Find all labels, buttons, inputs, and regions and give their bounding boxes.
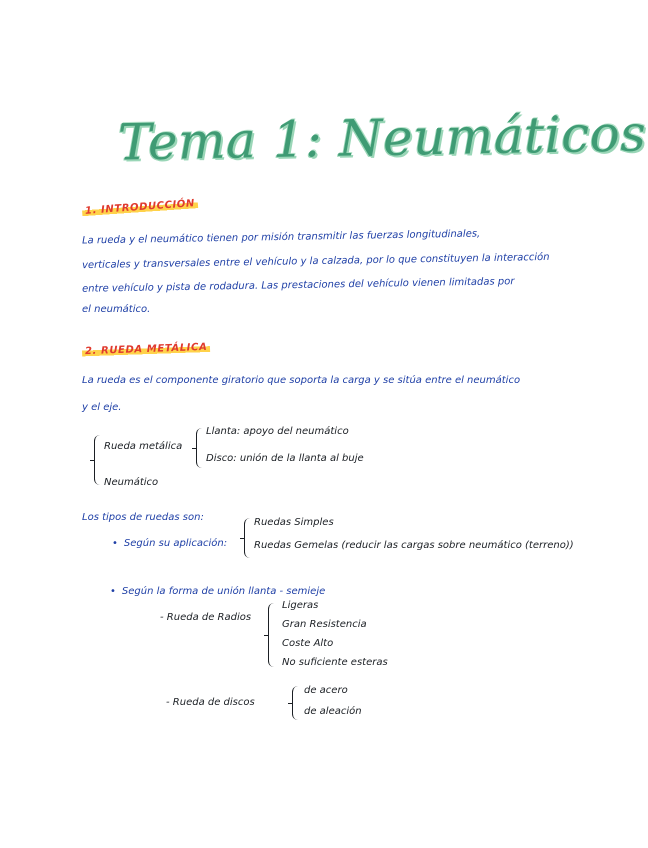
radios-item-esteras: No suficiente esteras xyxy=(282,657,388,668)
intro-line-2: verticales y transversales entre el vehículo y la calzada, por lo que constituyen la interacción xyxy=(81,251,550,272)
tree-llanta: Llanta: apoyo del neumático xyxy=(206,426,349,437)
aplicacion-brace xyxy=(244,518,250,558)
radios-item-resistencia: Gran Resistencia xyxy=(282,619,367,630)
tree-disco: Disco: unión de la llanta al buje xyxy=(206,453,364,464)
section-heading-introduccion: 1. INTRODUCCIÓN xyxy=(82,198,199,217)
tree-root-rueda-metalica: Rueda metálica xyxy=(104,441,183,452)
intro-line-3: entre vehículo y pista de rodadura. Las prestaciones del vehículo vienen limitadas por xyxy=(81,276,515,295)
aplicacion-item-simples: Ruedas Simples xyxy=(254,517,334,528)
radios-label: - Rueda de Radios xyxy=(160,612,252,623)
discos-brace xyxy=(292,686,298,720)
rueda-line-2: y el eje. xyxy=(82,402,122,413)
outer-brace xyxy=(94,435,100,485)
section-heading-rueda-metalica: 2. RUEDA METÁLICA xyxy=(82,342,211,357)
inner-brace xyxy=(196,428,202,468)
discos-item-aleacion: de aleación xyxy=(304,706,362,717)
tipos-intro: Los tipos de ruedas son: xyxy=(82,512,204,523)
radios-item-coste: Coste Alto xyxy=(282,638,334,649)
intro-line-1: La rueda y el neumático tienen por misión transmitir las fuerzas longitudinales, xyxy=(81,228,481,247)
tipos-forma-label: • Según la forma de unión llanta - semieje xyxy=(110,586,325,597)
rueda-line-1: La rueda es el componente giratorio que soporta la carga y se sitúa entre el neumático xyxy=(82,375,521,386)
discos-item-acero: de acero xyxy=(304,685,348,696)
tipos-aplicacion-label: • Según su aplicación: xyxy=(112,538,227,549)
radios-brace xyxy=(268,603,274,667)
radios-item-ligeras: Ligeras xyxy=(282,600,319,611)
page-title: Tema 1: Neumáticos xyxy=(117,104,647,172)
tree-neumatico: Neumático xyxy=(104,477,159,488)
discos-label: - Rueda de discos xyxy=(166,697,255,708)
aplicacion-item-gemelas: Ruedas Gemelas (reducir las cargas sobre neumático (terreno)) xyxy=(254,540,574,551)
intro-line-4: el neumático. xyxy=(82,304,151,315)
